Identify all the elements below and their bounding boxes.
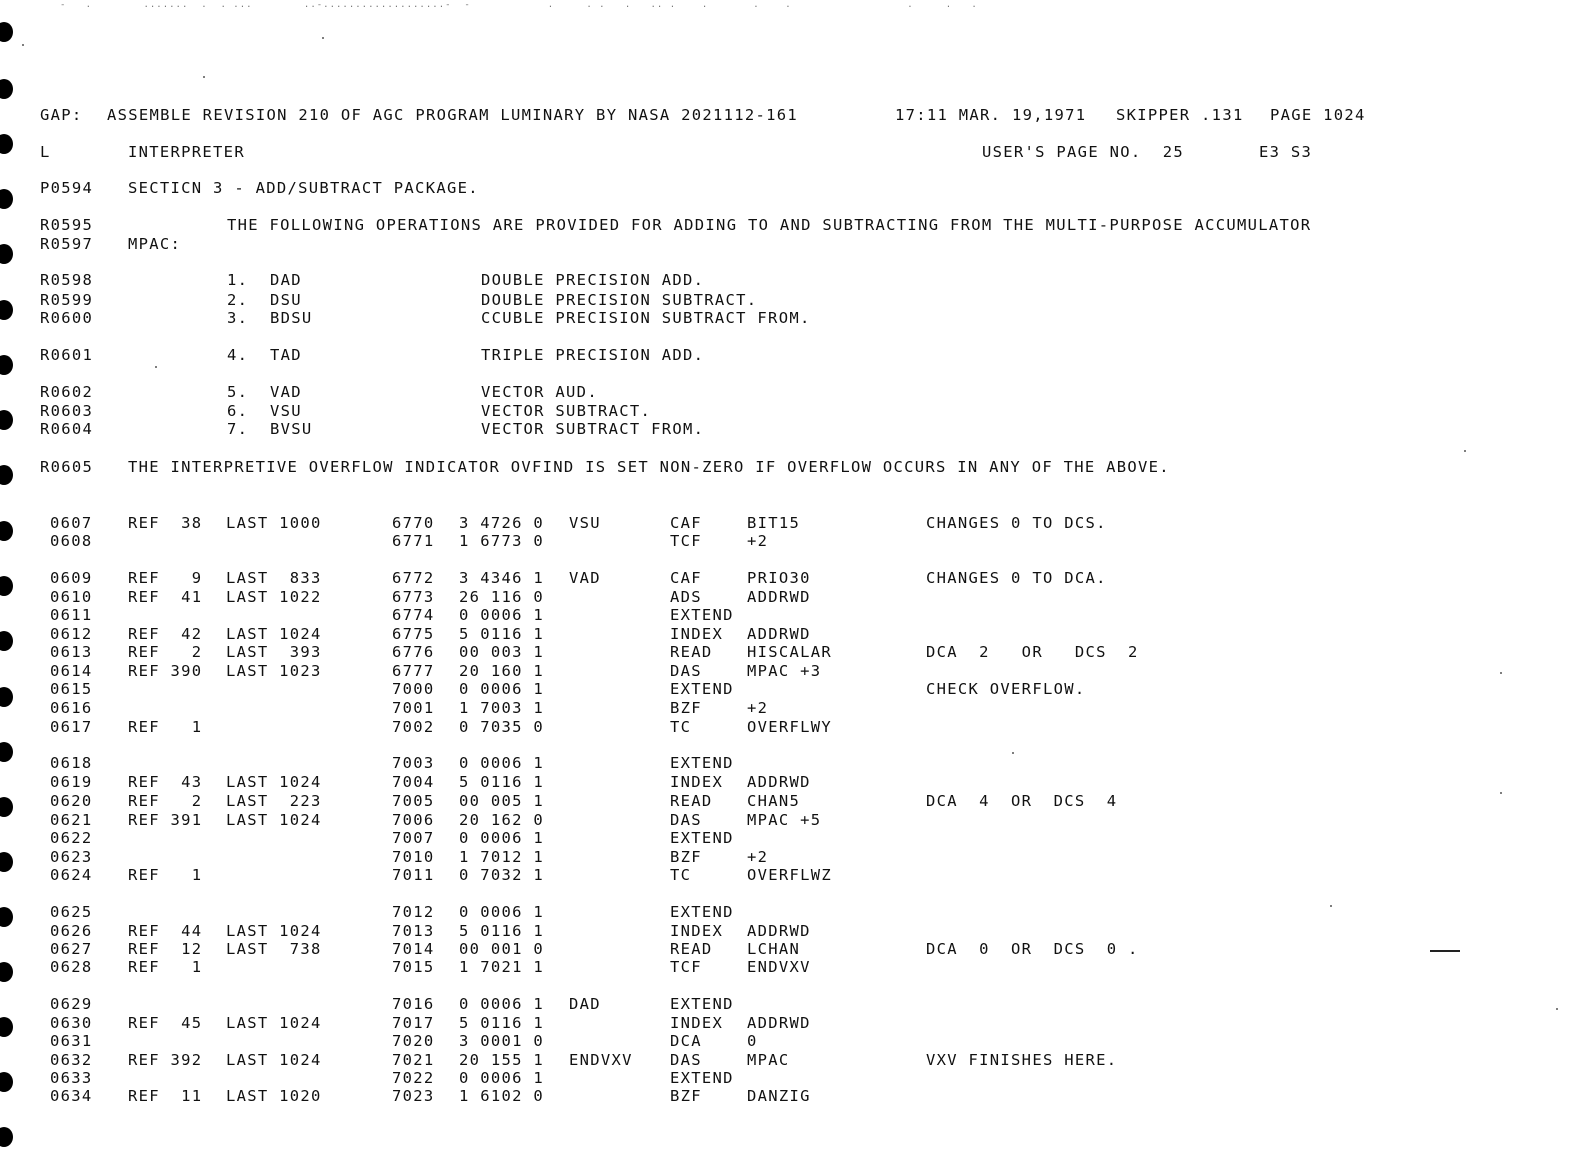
opcode: BZF xyxy=(670,699,702,717)
line-number: 0610 xyxy=(50,588,93,606)
op-ref: R0599 xyxy=(40,291,94,309)
op-number: 2. xyxy=(227,291,249,309)
op-description: CCUBLE PRECISION SUBTRACT FROM. xyxy=(481,309,811,327)
opcode: TCF xyxy=(670,958,702,976)
note-text: THE INTERPRETIVE OVERFLOW INDICATOR OVFIND IS SET NON-ZERO IF OVERFLOW OCCURS IN ANY OF THE ABOVE. xyxy=(128,458,1170,476)
op-number: 5. xyxy=(227,383,249,401)
sprocket-hole xyxy=(0,189,13,209)
operand: ADDRWD xyxy=(747,922,811,940)
line-number: 0614 xyxy=(50,662,93,680)
op-number: 7. xyxy=(227,420,249,438)
address: 7000 xyxy=(392,680,435,698)
operand: +2 xyxy=(747,848,769,866)
sprocket-hole xyxy=(0,852,13,872)
operand: MPAC +3 xyxy=(747,662,822,680)
operand: ADDRWD xyxy=(747,773,811,791)
opcode: INDEX xyxy=(670,625,724,643)
subheader-code: L xyxy=(40,143,51,161)
sprocket-hole xyxy=(0,521,13,541)
address: 7015 xyxy=(392,958,435,976)
last-ref: LAST 833 xyxy=(226,569,322,587)
octal-word: 0 0006 1 xyxy=(459,680,545,698)
last-ref: LAST 1024 xyxy=(226,811,322,829)
ref-count: REF 38 xyxy=(128,514,203,532)
opcode: INDEX xyxy=(670,922,724,940)
operand: OVERFLWY xyxy=(747,718,833,736)
line-number: 0628 xyxy=(50,958,93,976)
operand: +2 xyxy=(747,699,769,717)
sprocket-hole xyxy=(0,742,13,762)
sprocket-hole xyxy=(0,244,13,264)
last-ref: LAST 1000 xyxy=(226,514,322,532)
octal-word: 3 4346 1 xyxy=(459,569,545,587)
op-ref: R0602 xyxy=(40,383,94,401)
last-ref: LAST 738 xyxy=(226,940,322,958)
opcode: READ xyxy=(670,940,713,958)
octal-word: 00 001 0 xyxy=(459,940,545,958)
opcode: READ xyxy=(670,643,713,661)
sprocket-hole xyxy=(0,134,13,154)
address: 7012 xyxy=(392,903,435,921)
line-number: 0618 xyxy=(50,754,93,772)
ref-count: REF 44 xyxy=(128,922,203,940)
address: 7016 xyxy=(392,995,435,1013)
op-ref: R0604 xyxy=(40,420,94,438)
octal-word: 3 0001 0 xyxy=(459,1032,545,1050)
comment: CHANGES 0 TO DCS. xyxy=(926,514,1107,532)
line-number: 0623 xyxy=(50,848,93,866)
octal-word: 26 116 0 xyxy=(459,588,545,606)
address: 7020 xyxy=(392,1032,435,1050)
line-number: 0609 xyxy=(50,569,93,587)
octal-word: 0 0006 1 xyxy=(459,903,545,921)
opcode: DAS xyxy=(670,662,702,680)
header-skipper: SKIPPER .131 xyxy=(1116,106,1244,124)
octal-word: 0 0006 1 xyxy=(459,606,545,624)
ref-count: REF 11 xyxy=(128,1087,203,1105)
opcode: DAS xyxy=(670,811,702,829)
opcode: TCF xyxy=(670,532,702,550)
octal-word: 0 7035 0 xyxy=(459,718,545,736)
stray-dash xyxy=(1430,950,1460,952)
op-description: DOUBLE PRECISION SUBTRACT. xyxy=(481,291,758,309)
operand: BIT15 xyxy=(747,514,801,532)
last-ref: LAST 393 xyxy=(226,643,322,661)
opcode: INDEX xyxy=(670,1014,724,1032)
address: 7005 xyxy=(392,792,435,810)
opcode: READ xyxy=(670,792,713,810)
line-number: 0612 xyxy=(50,625,93,643)
line-number: 0617 xyxy=(50,718,93,736)
es-code: E3 S3 xyxy=(1259,143,1313,161)
ref-count: REF 42 xyxy=(128,625,203,643)
speck xyxy=(1464,450,1466,452)
intro-ref: R0595 xyxy=(40,216,94,234)
speck xyxy=(1500,792,1502,794)
top-edge-noise: - . ....... . . ... ..-...................- - . . . . .. . . . . . . . xyxy=(60,0,978,8)
speck xyxy=(155,366,157,368)
address: 6770 xyxy=(392,514,435,532)
operand: 0 xyxy=(747,1032,758,1050)
op-ref: R0601 xyxy=(40,346,94,364)
address: 7003 xyxy=(392,754,435,772)
opcode: EXTEND xyxy=(670,829,734,847)
octal-word: 5 0116 1 xyxy=(459,773,545,791)
octal-word: 1 7021 1 xyxy=(459,958,545,976)
line-number: 0625 xyxy=(50,903,93,921)
sprocket-hole xyxy=(0,22,13,42)
ref-count: REF 2 xyxy=(128,792,203,810)
ref-count: REF 1 xyxy=(128,718,203,736)
note-ref: R0605 xyxy=(40,458,94,476)
line-number: 0616 xyxy=(50,699,93,717)
octal-word: 5 0116 1 xyxy=(459,922,545,940)
last-ref: LAST 1024 xyxy=(226,1014,322,1032)
ref-count: REF 41 xyxy=(128,588,203,606)
comment: DCA 0 OR DCS 0 . xyxy=(926,940,1139,958)
ref-count: REF 2 xyxy=(128,643,203,661)
op-description: TRIPLE PRECISION ADD. xyxy=(481,346,705,364)
sprocket-hole xyxy=(0,410,13,430)
speck xyxy=(1330,905,1332,907)
ref-count: REF 12 xyxy=(128,940,203,958)
ref-count: REF 392 xyxy=(128,1051,203,1069)
line-number: 0626 xyxy=(50,922,93,940)
address: 7014 xyxy=(392,940,435,958)
address: 6772 xyxy=(392,569,435,587)
address: 7001 xyxy=(392,699,435,717)
intro-ref: R0597 xyxy=(40,235,94,253)
address: 6773 xyxy=(392,588,435,606)
subheader-section: INTERPRETER xyxy=(128,143,245,161)
octal-word: 20 155 1 xyxy=(459,1051,545,1069)
ref-count: REF 391 xyxy=(128,811,203,829)
last-ref: LAST 1024 xyxy=(226,1051,322,1069)
octal-word: 00 005 1 xyxy=(459,792,545,810)
comment: CHANGES 0 TO DCA. xyxy=(926,569,1107,587)
last-ref: LAST 1024 xyxy=(226,922,322,940)
address: 7011 xyxy=(392,866,435,884)
operand: MPAC xyxy=(747,1051,790,1069)
op-mnemonic: DAD xyxy=(270,271,302,289)
octal-word: 0 0006 1 xyxy=(459,995,545,1013)
address: 6777 xyxy=(392,662,435,680)
opcode: BZF xyxy=(670,848,702,866)
line-number: 0624 xyxy=(50,866,93,884)
operand: CHAN5 xyxy=(747,792,801,810)
ref-count: REF 390 xyxy=(128,662,203,680)
op-description: VECTOR SUBTRACT FROM. xyxy=(481,420,705,438)
line-number: 0608 xyxy=(50,532,93,550)
octal-word: 0 0006 1 xyxy=(459,754,545,772)
opcode: CAF xyxy=(670,514,702,532)
speck xyxy=(22,44,24,46)
sprocket-hole xyxy=(0,576,13,596)
operand: ADDRWD xyxy=(747,588,811,606)
opcode: EXTEND xyxy=(670,754,734,772)
op-description: VECTOR SUBTRACT. xyxy=(481,402,652,420)
intro-text: THE FOLLOWING OPERATIONS ARE PROVIDED FOR ADDING TO AND SUBTRACTING FROM THE MULTI-PURPOSE ACCUMULATOR xyxy=(227,216,1312,234)
line-number: 0613 xyxy=(50,643,93,661)
address: 7022 xyxy=(392,1069,435,1087)
operand: ADDRWD xyxy=(747,625,811,643)
op-mnemonic: DSU xyxy=(270,291,302,309)
address: 7002 xyxy=(392,718,435,736)
header-timestamp: 17:11 MAR. 19,1971 xyxy=(895,106,1087,124)
sprocket-hole xyxy=(0,687,13,707)
op-mnemonic: VAD xyxy=(270,383,302,401)
sprocket-hole xyxy=(0,355,13,375)
opcode: TC xyxy=(670,866,692,884)
sprocket-hole xyxy=(0,465,13,485)
intro-text: MPAC: xyxy=(128,235,182,253)
last-ref: LAST 1024 xyxy=(226,773,322,791)
header-title: ASSEMBLE REVISION 210 OF AGC PROGRAM LUMINARY BY NASA 2021112-161 xyxy=(107,106,799,124)
op-mnemonic: BVSU xyxy=(270,420,313,438)
octal-word: 1 6773 0 xyxy=(459,532,545,550)
operand: LCHAN xyxy=(747,940,801,958)
speck xyxy=(1556,1008,1558,1010)
octal-word: 3 4726 0 xyxy=(459,514,545,532)
section-ref: P0594 xyxy=(40,179,94,197)
line-number: 0633 xyxy=(50,1069,93,1087)
ref-count: REF 45 xyxy=(128,1014,203,1032)
op-mnemonic: BDSU xyxy=(270,309,313,327)
last-ref: LAST 1022 xyxy=(226,588,322,606)
opcode: EXTEND xyxy=(670,606,734,624)
line-number: 0620 xyxy=(50,792,93,810)
users-page-number: USER'S PAGE NO. 25 xyxy=(982,143,1185,161)
comment: VXV FINISHES HERE. xyxy=(926,1051,1118,1069)
address: 7007 xyxy=(392,829,435,847)
op-number: 6. xyxy=(227,402,249,420)
opcode: BZF xyxy=(670,1087,702,1105)
sprocket-hole xyxy=(0,1017,13,1037)
line-number: 0607 xyxy=(50,514,93,532)
opcode: TC xyxy=(670,718,692,736)
octal-word: 0 0006 1 xyxy=(459,829,545,847)
comment: CHECK OVERFLOW. xyxy=(926,680,1086,698)
operand: HISCALAR xyxy=(747,643,833,661)
last-ref: LAST 1024 xyxy=(226,625,322,643)
octal-word: 1 7012 1 xyxy=(459,848,545,866)
label: VSU xyxy=(569,514,601,532)
line-number: 0615 xyxy=(50,680,93,698)
address: 7010 xyxy=(392,848,435,866)
ref-count: REF 1 xyxy=(128,866,203,884)
octal-word: 20 162 0 xyxy=(459,811,545,829)
opcode: DCA xyxy=(670,1032,702,1050)
label: ENDVXV xyxy=(569,1051,633,1069)
address: 7021 xyxy=(392,1051,435,1069)
sprocket-hole xyxy=(0,1127,13,1147)
line-number: 0611 xyxy=(50,606,93,624)
operand: ENDVXV xyxy=(747,958,811,976)
opcode: INDEX xyxy=(670,773,724,791)
line-number: 0632 xyxy=(50,1051,93,1069)
operand: DANZIG xyxy=(747,1087,811,1105)
opcode: EXTEND xyxy=(670,680,734,698)
sprocket-hole xyxy=(0,962,13,982)
op-number: 1. xyxy=(227,271,249,289)
address: 7013 xyxy=(392,922,435,940)
header-page: PAGE 1024 xyxy=(1270,106,1366,124)
address: 7004 xyxy=(392,773,435,791)
address: 6771 xyxy=(392,532,435,550)
opcode: CAF xyxy=(670,569,702,587)
address: 6775 xyxy=(392,625,435,643)
header-gap: GAP: xyxy=(40,106,83,124)
octal-word: 5 0116 1 xyxy=(459,1014,545,1032)
op-description: VECTOR AUD. xyxy=(481,383,598,401)
sprocket-hole xyxy=(0,300,13,320)
last-ref: LAST 223 xyxy=(226,792,322,810)
comment: DCA 4 OR DCS 4 xyxy=(926,792,1118,810)
line-number: 0622 xyxy=(50,829,93,847)
sprocket-hole xyxy=(0,907,13,927)
address: 6776 xyxy=(392,643,435,661)
line-number: 0630 xyxy=(50,1014,93,1032)
line-number: 0621 xyxy=(50,811,93,829)
address: 7023 xyxy=(392,1087,435,1105)
sprocket-hole xyxy=(0,631,13,651)
address: 7006 xyxy=(392,811,435,829)
speck xyxy=(203,76,205,78)
ref-count: REF 43 xyxy=(128,773,203,791)
octal-word: 0 0006 1 xyxy=(459,1069,545,1087)
octal-word: 5 0116 1 xyxy=(459,625,545,643)
comment: DCA 2 OR DCS 2 xyxy=(926,643,1139,661)
opcode: ADS xyxy=(670,588,702,606)
opcode: EXTEND xyxy=(670,903,734,921)
octal-word: 00 003 1 xyxy=(459,643,545,661)
octal-word: 1 6102 0 xyxy=(459,1087,545,1105)
op-ref: R0600 xyxy=(40,309,94,327)
op-number: 4. xyxy=(227,346,249,364)
op-description: DOUBLE PRECISION ADD. xyxy=(481,271,705,289)
sprocket-hole xyxy=(0,1072,13,1092)
sprocket-hole xyxy=(0,797,13,817)
line-number: 0619 xyxy=(50,773,93,791)
speck xyxy=(322,37,324,39)
op-mnemonic: VSU xyxy=(270,402,302,420)
speck xyxy=(1500,672,1502,674)
line-number: 0634 xyxy=(50,1087,93,1105)
speck xyxy=(1012,752,1014,754)
operand: PRIO30 xyxy=(747,569,811,587)
address: 7017 xyxy=(392,1014,435,1032)
operand: MPAC +5 xyxy=(747,811,822,829)
operand: OVERFLWZ xyxy=(747,866,833,884)
label: VAD xyxy=(569,569,601,587)
op-ref: R0603 xyxy=(40,402,94,420)
octal-word: 1 7003 1 xyxy=(459,699,545,717)
last-ref: LAST 1020 xyxy=(226,1087,322,1105)
operand: ADDRWD xyxy=(747,1014,811,1032)
ref-count: REF 1 xyxy=(128,958,203,976)
opcode: EXTEND xyxy=(670,1069,734,1087)
octal-word: 0 7032 1 xyxy=(459,866,545,884)
octal-word: 20 160 1 xyxy=(459,662,545,680)
op-ref: R0598 xyxy=(40,271,94,289)
label: DAD xyxy=(569,995,601,1013)
line-number: 0631 xyxy=(50,1032,93,1050)
ref-count: REF 9 xyxy=(128,569,203,587)
sprocket-hole xyxy=(0,79,13,99)
opcode: DAS xyxy=(670,1051,702,1069)
address: 6774 xyxy=(392,606,435,624)
last-ref: LAST 1023 xyxy=(226,662,322,680)
line-number: 0629 xyxy=(50,995,93,1013)
opcode: EXTEND xyxy=(670,995,734,1013)
op-number: 3. xyxy=(227,309,249,327)
operand: +2 xyxy=(747,532,769,550)
section-title: SECTICN 3 - ADD/SUBTRACT PACKAGE. xyxy=(128,179,479,197)
op-mnemonic: TAD xyxy=(270,346,302,364)
line-number: 0627 xyxy=(50,940,93,958)
